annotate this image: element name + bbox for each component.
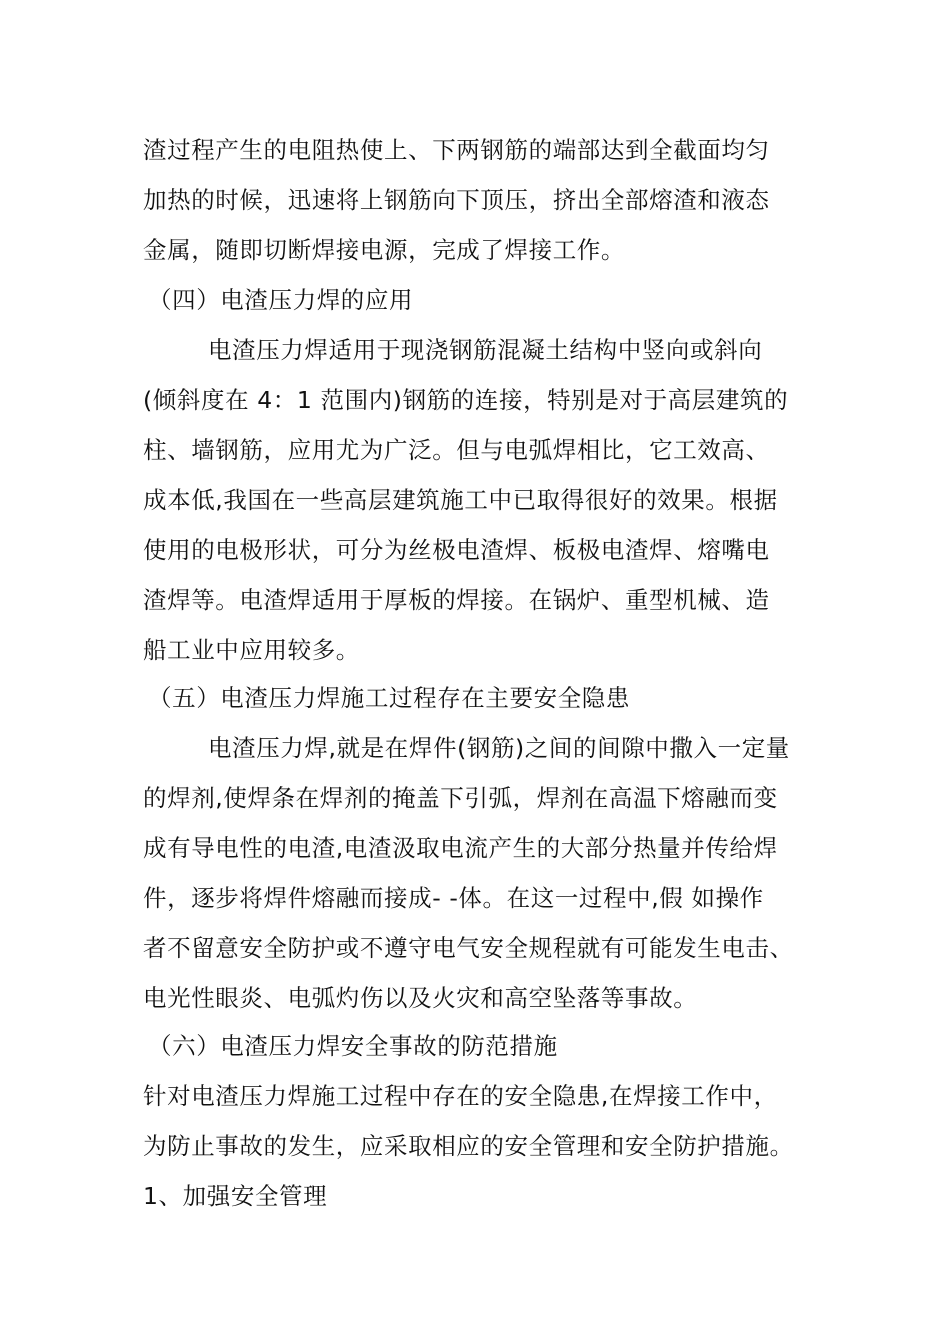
paragraph-line: 电光性眼炎、电弧灼伤以及火灾和高空坠落等事故。	[143, 984, 698, 1012]
paragraph-line: 者不留意安全防护或不遵守电气安全规程就有可能发生电击、	[143, 934, 794, 962]
paragraph-line: 船工业中应用较多。	[143, 636, 360, 664]
paragraph-line: 加热的时候，迅速将上钢筋向下顶压，挤出全部熔渣和液态	[143, 186, 770, 214]
paragraph-line: 的焊剂,使焊条在焊剂的掩盖下引弧，焊剂在高温下熔融而变	[143, 784, 778, 812]
paragraph-line: 金属，随即切断焊接电源，完成了焊接工作。	[143, 236, 625, 264]
section-heading-5: （五）电渣压力焊施工过程存在主要安全隐患	[148, 684, 630, 712]
paragraph-line: 针对电渣压力焊施工过程中存在的安全隐患,在焊接工作中，	[143, 1082, 778, 1110]
subsection-heading: 1、加强安全管理	[143, 1182, 328, 1210]
paragraph-line: 渣过程产生的电阻热使上、下两钢筋的端部达到全截面均匀	[143, 136, 770, 164]
section-heading-4: （四）电渣压力焊的应用	[148, 286, 414, 314]
section-heading-6: （六）电渣压力焊安全事故的防范措施	[148, 1032, 558, 1060]
paragraph-line: 件，逐步将焊件熔融而接成- -体。在这一过程中,假 如操作	[143, 884, 764, 912]
paragraph-line: (倾斜度在 4：1 范围内)钢筋的连接，特别是对于高层建筑的	[143, 386, 789, 414]
paragraph-line: 电渣压力焊适用于现浇钢筋混凝土结构中竖向或斜向	[208, 336, 763, 364]
paragraph-line: 使用的电极形状，可分为丝极电渣焊、板极电渣焊、熔嘴电	[143, 536, 770, 564]
paragraph-line: 成本低,我国在一些高层建筑施工中已取得很好的效果。根据	[143, 486, 778, 514]
paragraph-line: 为防止事故的发生，应采取相应的安全管理和安全防护措施。	[143, 1132, 794, 1160]
paragraph-line: 电渣压力焊,就是在焊件(钢筋)之间的间隙中撒入一定量	[208, 734, 790, 762]
paragraph-line: 柱、墙钢筋，应用尤为广泛。但与电弧焊相比，它工效高、	[143, 436, 770, 464]
paragraph-line: 渣焊等。电渣焊适用于厚板的焊接。在锅炉、重型机械、造	[143, 586, 770, 614]
paragraph-line: 成有导电性的电渣,电渣汲取电流产生的大部分热量并传给焊	[143, 834, 778, 862]
